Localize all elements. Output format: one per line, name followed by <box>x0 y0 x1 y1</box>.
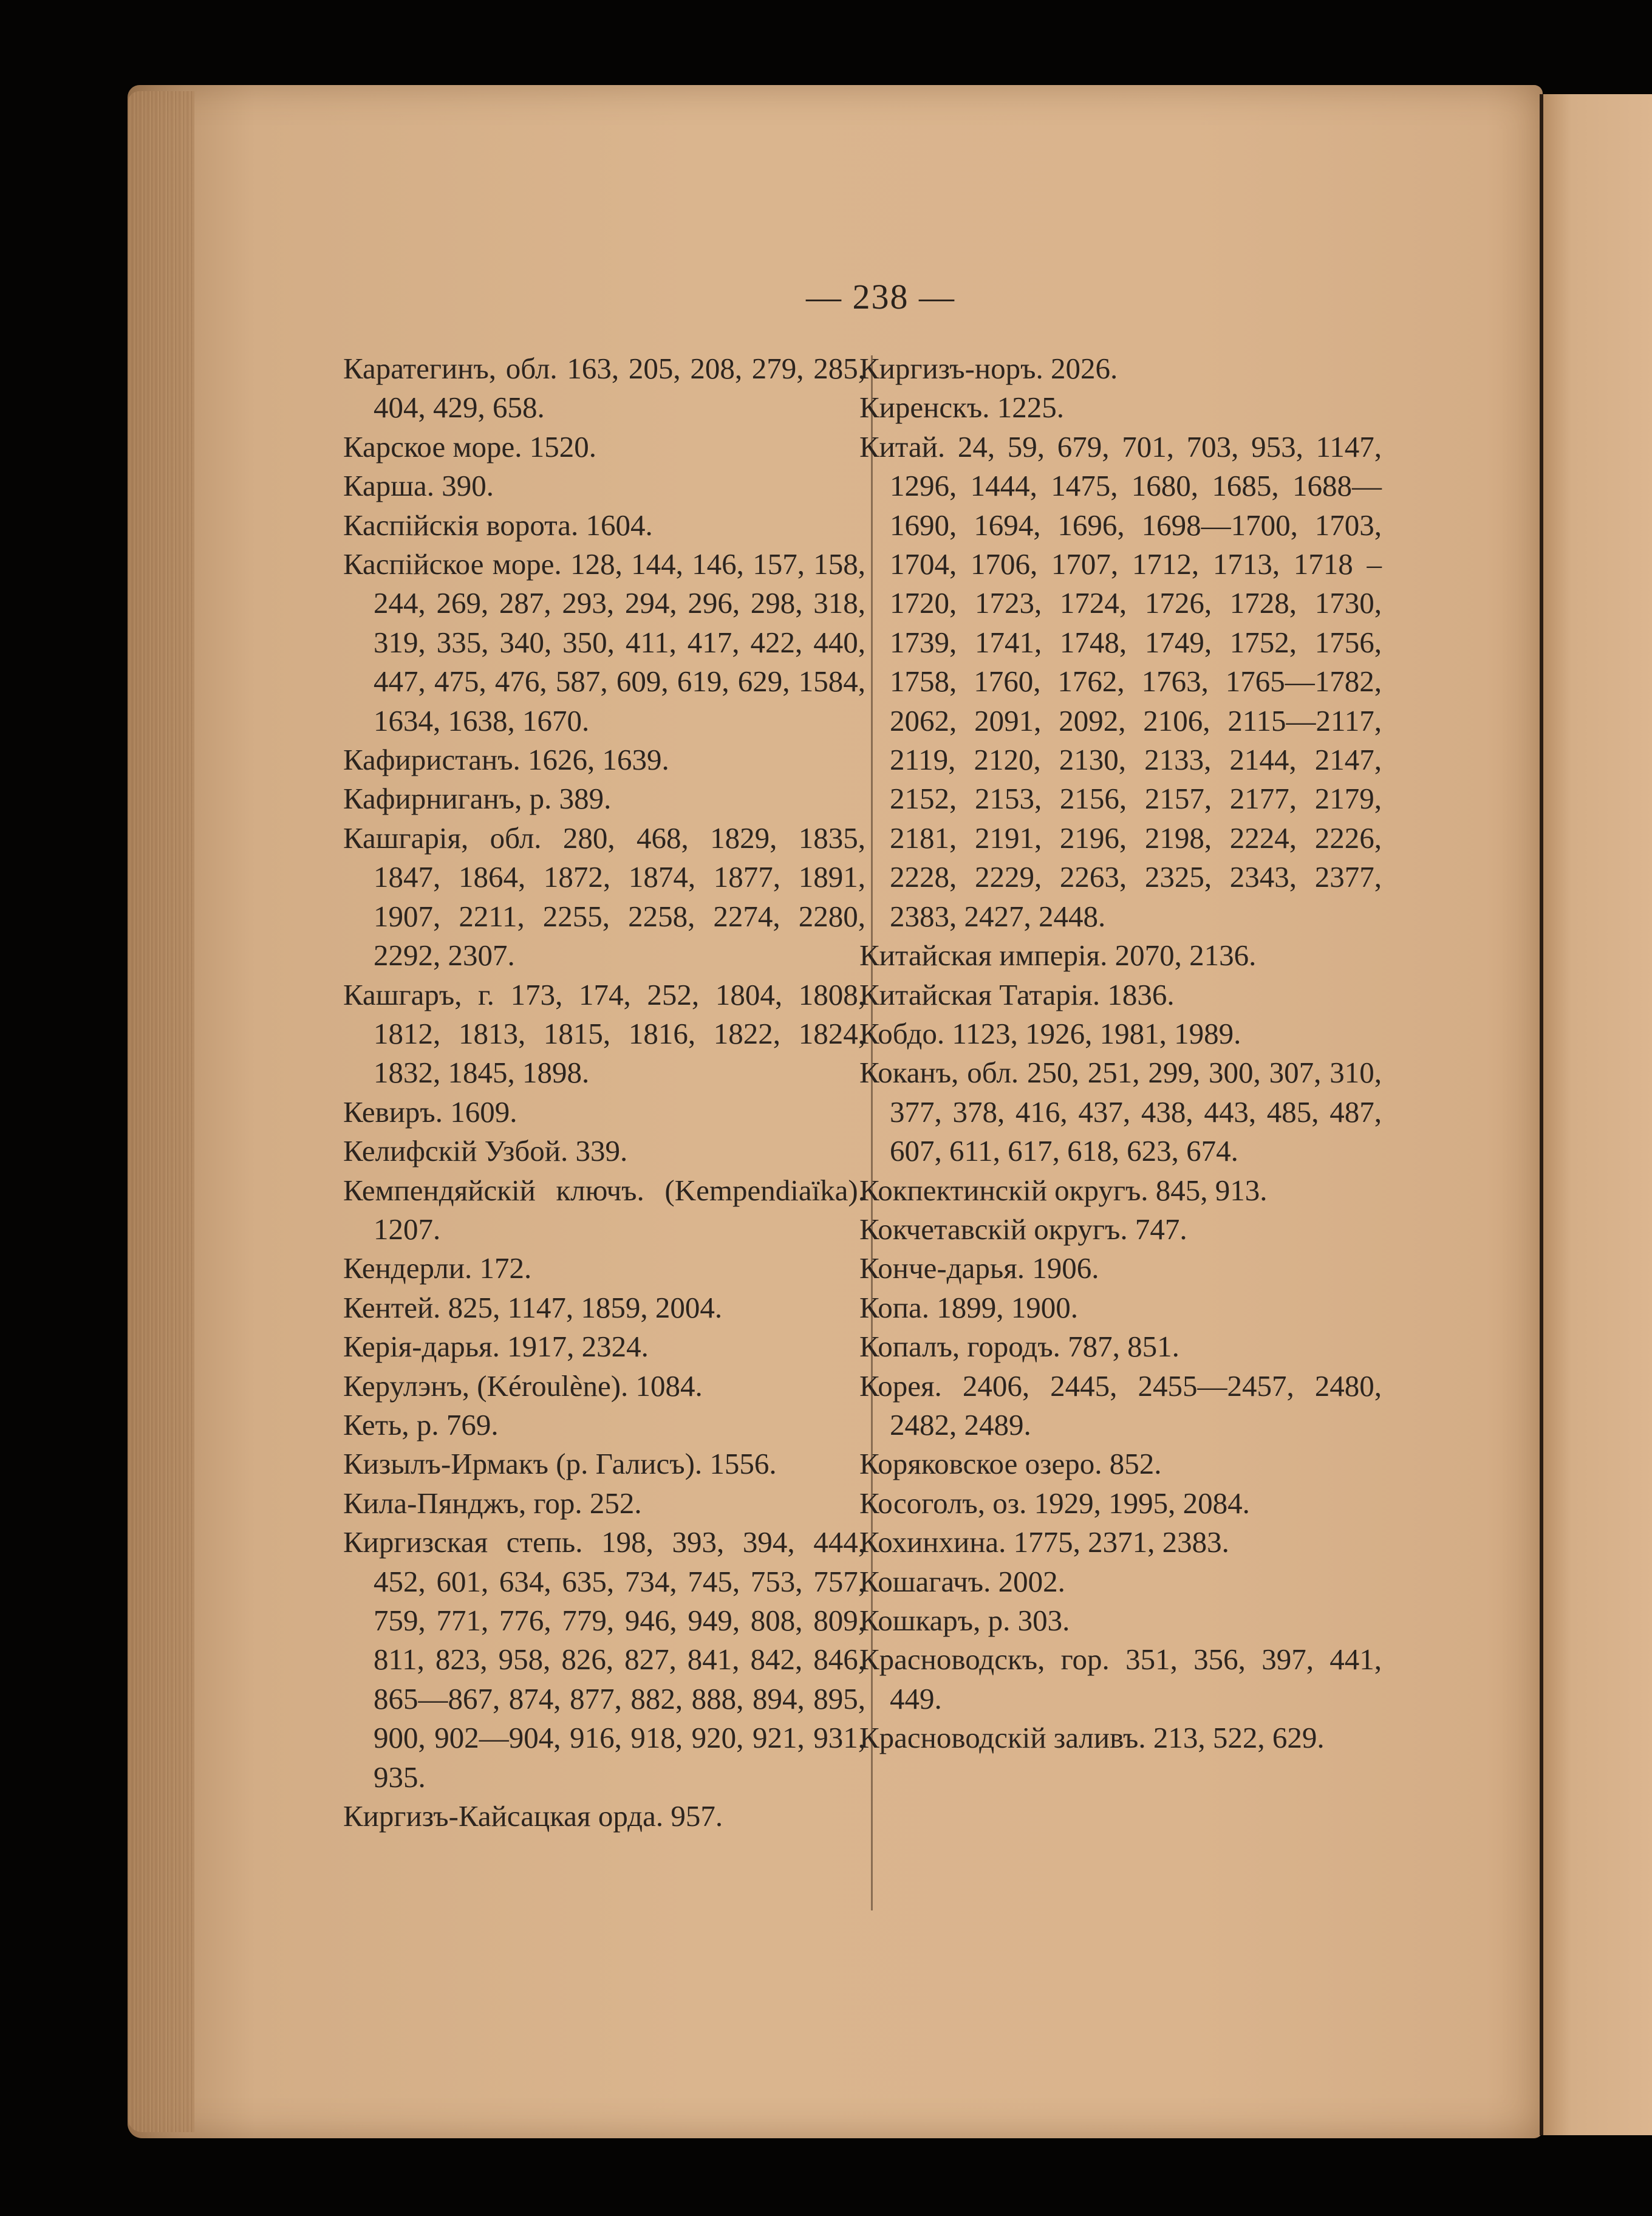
index-entry: Кокпектинскій округъ. 845, 913. <box>859 1173 1268 1207</box>
index-entry: Кентей. 825, 1147, 1859, 2004. <box>343 1290 723 1324</box>
index-entry: Кобдо. 1123, 1926, 1981, 1989. <box>859 1016 1241 1050</box>
index-entry: Копалъ, городъ. 787, 851. <box>859 1330 1179 1364</box>
page-stack-edge <box>128 91 194 2132</box>
index-entry: Кизылъ-Ирмакъ (р. Галисъ). 1556. <box>343 1447 777 1481</box>
index-entry: Кашгаръ, г. 173, 174, 252, 1804, 1808, 1812, 1813, 1815, 1816, 1822, 1824, 1832, 1845, 1898. <box>343 977 865 1090</box>
index-entry: Кемпендяйскій ключъ. (Kempendiaïka). 1207. <box>343 1173 865 1246</box>
index-entry: Кошкаръ, р. 303. <box>859 1604 1070 1637</box>
index-entry: Китайская Татарія. 1836. <box>859 977 1175 1011</box>
index-entry: Кевиръ. 1609. <box>343 1095 517 1129</box>
index-entry: Кошагачъ. 2002. <box>859 1564 1065 1598</box>
index-entry: Копа. 1899, 1900. <box>859 1290 1078 1324</box>
index-entry: Киренскъ. 1225. <box>859 391 1065 425</box>
index-entry: Косоголъ, оз. 1929, 1995, 2084. <box>859 1486 1250 1520</box>
index-entry: Китайская имперія. 2070, 2136. <box>859 939 1257 973</box>
index-entry: Кендерли. 172. <box>343 1251 532 1285</box>
index-entry: Китай. 24, 59, 679, 701, 703, 953, 1147, 1296, 1444, 1475, 1680, 1685, 1688—1690, 1694, 1696, 1698—1700, 1703, 1704, 1706, 1707, 1712, 1713, 1718 –1720, 1723, 1724, 1726, 1728, 1730, 1739, 1741, 1748, 1749, 1752, 1756, 1758, 1760, 1762, 1763, 1765—1782, 2062, 2091, 2092, 2106, 2115—2117, 2119, 2120, 2130, 2133, 2144, 2147, 2152, 2153, 2156, 2157, 2177, 2179, 2181, 2191, 2196, 2198, 2224, 2226, 2228, 2229, 2263, 2325, 2343, 2377, 2383, 2427, 2448. <box>859 429 1382 933</box>
index-entry: Кашгарія, обл. 280, 468, 1829, 1835, 1847, 1864, 1872, 1874, 1877, 1891, 1907, 2211, 2255, 2258, 2274, 2280, 2292, 2307. <box>343 821 865 973</box>
index-entry: Корея. 2406, 2445, 2455—2457, 2480, 2482, 2489. <box>859 1369 1382 1441</box>
index-entry: Керулэнъ, (Kéroulène). 1084. <box>343 1369 703 1403</box>
index-entry: Керія-дарья. 1917, 2324. <box>343 1330 649 1364</box>
index-entry: Карское море. 1520. <box>343 429 596 463</box>
index-entry: Кафиристанъ. 1626, 1639. <box>343 743 669 777</box>
index-entry: Конче-дарья. 1906. <box>859 1251 1099 1285</box>
index-entry: Красноводскъ, гор. 351, 356, 397, 441, 449. <box>859 1643 1382 1715</box>
index-entry: Киргизская степь. 198, 393, 394, 444, 452, 601, 634, 635, 734, 745, 753, 757, 759, 771, 776, 779, 946, 949, 808, 809, 811, 823, 958, 826, 827, 841, 842, 846, 865—867, 874, 877, 882, 888, 894, 895, 900, 902—904, 916, 918, 920, 921, 931, 935. <box>343 1525 865 1794</box>
index-entry: Кафирниганъ, р. 389. <box>343 782 612 816</box>
index-column-right <box>859 349 1382 1758</box>
index-entry: Келифскій Узбой. 339. <box>343 1134 628 1168</box>
index-entry: Кохинхина. 1775, 2371, 2383. <box>859 1525 1229 1559</box>
page-number: — 238 — <box>806 277 955 316</box>
index-entry: Кила-Пянджъ, гор. 252. <box>343 1486 642 1520</box>
index-entry: Каспійское море. 128, 144, 146, 157, 158, 244, 269, 287, 293, 294, 296, 298, 318, 319, 335, 340, 350, 411, 417, 422, 440, 447, 475, 476, 587, 609, 619, 629, 1584, 1634, 1638, 1670. <box>343 547 865 737</box>
index-entry: Кокчетавскій округъ. 747. <box>859 1212 1187 1246</box>
index-entry: Киргизъ-Кайсацкая орда. 957. <box>343 1799 723 1833</box>
index-entry: Каспійскія ворота. 1604. <box>343 508 653 542</box>
index-column-left <box>343 349 865 1836</box>
index-entry: Красноводскій заливъ. 213, 522, 629. <box>859 1721 1325 1755</box>
facing-page-edge <box>1540 94 1652 2135</box>
index-entry: Киргизъ-норъ. 2026. <box>859 352 1118 385</box>
index-entry: Кеть, р. 769. <box>343 1407 499 1441</box>
index-entry: Каратегинъ, обл. 163, 205, 208, 279, 285, 404, 429, 658. <box>343 352 865 425</box>
index-entry: Коряковское озеро. 852. <box>859 1447 1162 1481</box>
index-entry: Карша. 390. <box>343 469 494 503</box>
index-entry: Коканъ, обл. 250, 251, 299, 300, 307, 310, 377, 378, 416, 437, 438, 443, 485, 487, 607, 611, 617, 618, 623, 674. <box>859 1056 1382 1168</box>
